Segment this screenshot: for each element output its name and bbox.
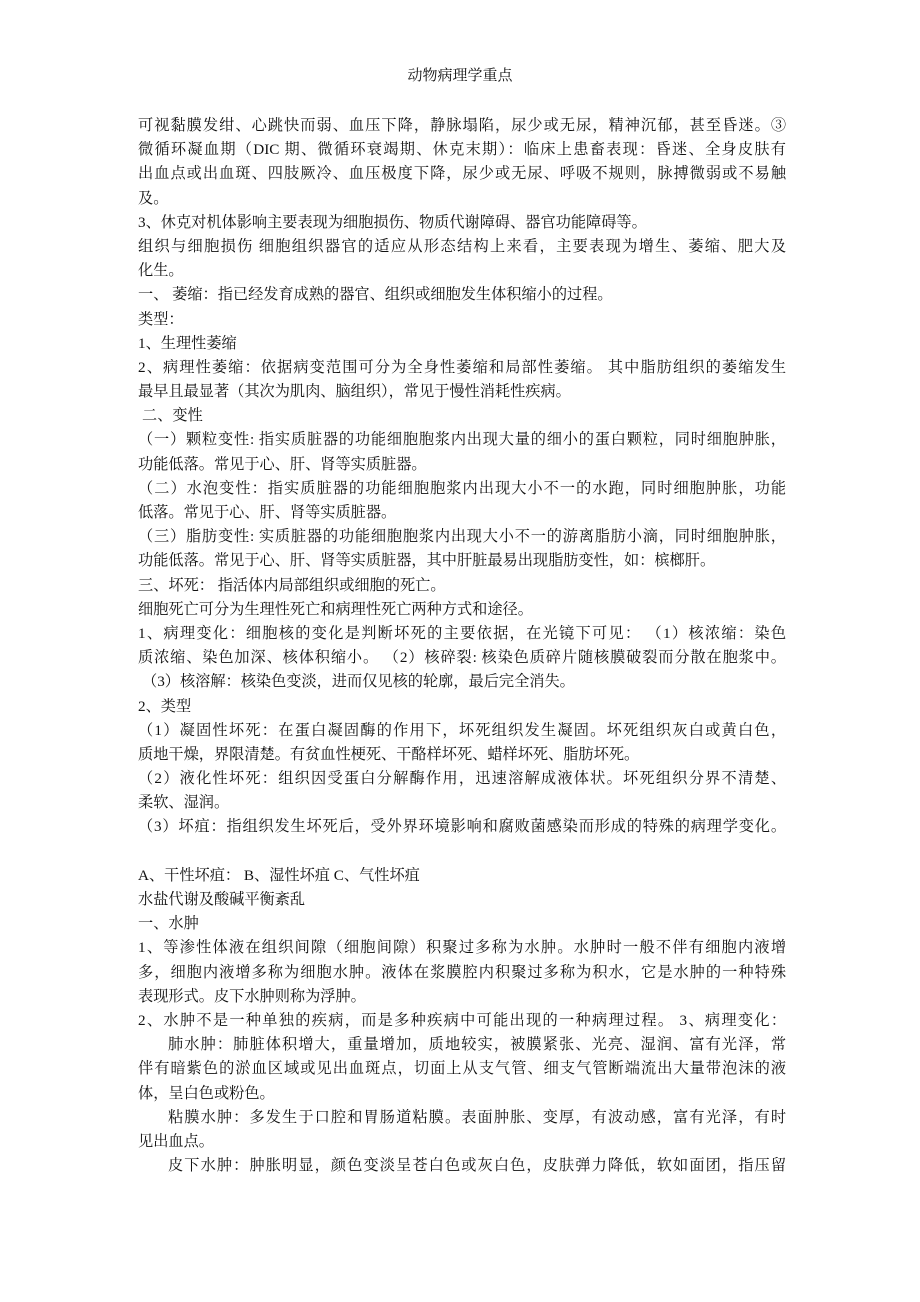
text-line: （三）脂肪变性: 实质脏器的功能细胞胞浆内出现大小不一的游离脂肪小滴，同时细胞肿胀， [138,528,786,546]
text-line: 表现形式。皮下水肿则称为浮肿。 [138,987,366,1005]
text-line: 1、病理变化：细胞核的变化是判断坏死的主要依据，在光镜下可见： （1）核浓缩：染色 [138,624,786,642]
text-line: 多，细胞内液增多称为细胞水肿。液体在浆膜腔内积聚过多称为积水，它是水肿的一种特殊 [138,963,786,981]
document-body [138,114,786,1178]
section-heading: 三、坏死： 指活体内局部组织或细胞的死亡。 [138,576,446,594]
text-line: 功能低落。常见于心、肝、肾等实质脏器。 [138,455,427,473]
text-line: 质浓缩、染色加深、核体积缩小。 （2）核碎裂: 核染色质碎片随核膜破裂而分散在胞浆中。 [138,649,786,667]
text-line: 见出血点。 [138,1132,214,1150]
text-line: 功能低落。常见于心、肝、肾等实质脏器，其中肝脏最易出现脂肪变性，如：槟榔肝。 [138,552,716,570]
text-line: （3）核溶解：核染色变淡，进而仅见核的轮廓，最后完全消失。 [142,673,575,691]
text-line: A、干性坏疽： B、湿性坏疽 C、气性坏疽 [138,866,420,884]
section-heading: 水盐代谢及酸碱平衡紊乱 [138,891,306,908]
text-line: 细胞死亡可分为生理性死亡和病理性死亡两种方式和途径。 [138,600,533,618]
text-line: 类型： [138,310,184,328]
text-line: （一）颗粒变性: 指实质脏器的功能细胞胞浆内出现大量的细小的蛋白颗粒，同时细胞肿胀， [138,431,786,449]
text-line: 化生。 [138,262,184,280]
text-line: 伴有暗紫色的淤血区域或见出血斑点，切面上从支气管、细支气管断端流出大量带泡沫的液 [138,1060,786,1078]
text-line: 体，呈白色或粉色。 [138,1084,275,1102]
text-line: 微循环凝血期（DIC 期、微循环衰竭期、休克末期）：临床上患畜表现：昏迷、全身皮肤有 [138,141,786,159]
text-line: 皮下水肿：肿胀明显，颜色变淡呈苍白色或灰白色，皮肤弹力降低，软如面团，指压留 [168,1157,786,1175]
section-heading: 二、变性 [142,407,203,425]
text-line: 最早且最显著（其次为肌肉、脑组织），常见于慢性消耗性疾病。 [138,383,571,401]
text-line: 2、病理性萎缩：依据病变范围可分为全身性萎缩和局部性萎缩。 其中脂肪组织的萎缩发生 [138,358,786,376]
text-line: 出血点或出血斑、四肢厥冷、血压极度下降，尿少或无尿、呼吸不规则，脉搏微弱或不易触 [138,165,786,183]
text-line: （1）凝固性坏死：在蛋白凝固酶的作用下，坏死组织发生凝固。坏死组织灰白或黄白色， [138,721,786,739]
text-line: 1、等渗性体液在组织间隙（细胞间隙）积聚过多称为水肿。水肿时一般不伴有细胞内液增 [138,939,786,957]
document-title: 动物病理学重点 [407,68,513,84]
section-heading: 一、水肿 [138,915,199,933]
text-line: （2）液化性坏死：组织因受蛋白分解酶作用，迅速溶解成液体状。坏死组织分界不清楚、 [138,770,786,788]
text-line: 组织与细胞损伤 细胞组织器官的适应从形态结构上来看，主要表现为增生、萎缩、肥大及 [138,237,786,255]
text-line: 可视黏膜发绀、心跳快而弱、血压下降，静脉塌陷，尿少或无尿，精神沉郁，甚至昏迷。③ [138,117,786,134]
blank-line [138,840,786,864]
text-line: 2、类型 [138,697,192,715]
text-line: （3）坏疽：指组织发生坏死后，受外界环境影响和腐败菌感染而形成的特殊的病理学变化。 [138,818,786,836]
text-line: 肺水肿：肺脏体积增大，重量增加，质地较实，被膜紧张、光亮、湿润、富有光泽，常 [168,1036,786,1054]
text-line: 粘膜水肿：多发生于口腔和胃肠道粘膜。表面肿胀、变厚，有波动感，富有光泽，有时 [168,1108,786,1126]
text-line: 及。 [138,189,169,207]
text-line: 1、生理性萎缩 [138,334,237,352]
section-heading: 一、 萎缩：指已经发育成熟的器官、组织或细胞发生体积缩小的过程。 [138,286,613,304]
text-line: 3、休克对机体影响主要表现为细胞损伤、物质代谢障碍、器官功能障碍等。 [138,213,647,231]
text-line: 2、水肿不是一种单独的疾病，而是多种疾病中可能出现的一种病理过程。 3、病理变化： [138,1011,786,1029]
text-line: 柔软、湿润。 [138,794,230,812]
text-line: 低落。常见于心、肝、肾等实质脏器。 [138,504,397,521]
text-line: （二）水泡变性：指实质脏器的功能细胞胞浆内出现大小不一的水跑，同时细胞肿胀，功能 [138,479,786,497]
text-line: 质地干燥，界限清楚。有贫血性梗死、干酪样坏死、蜡样坏死、脂肪坏死。 [138,745,640,763]
